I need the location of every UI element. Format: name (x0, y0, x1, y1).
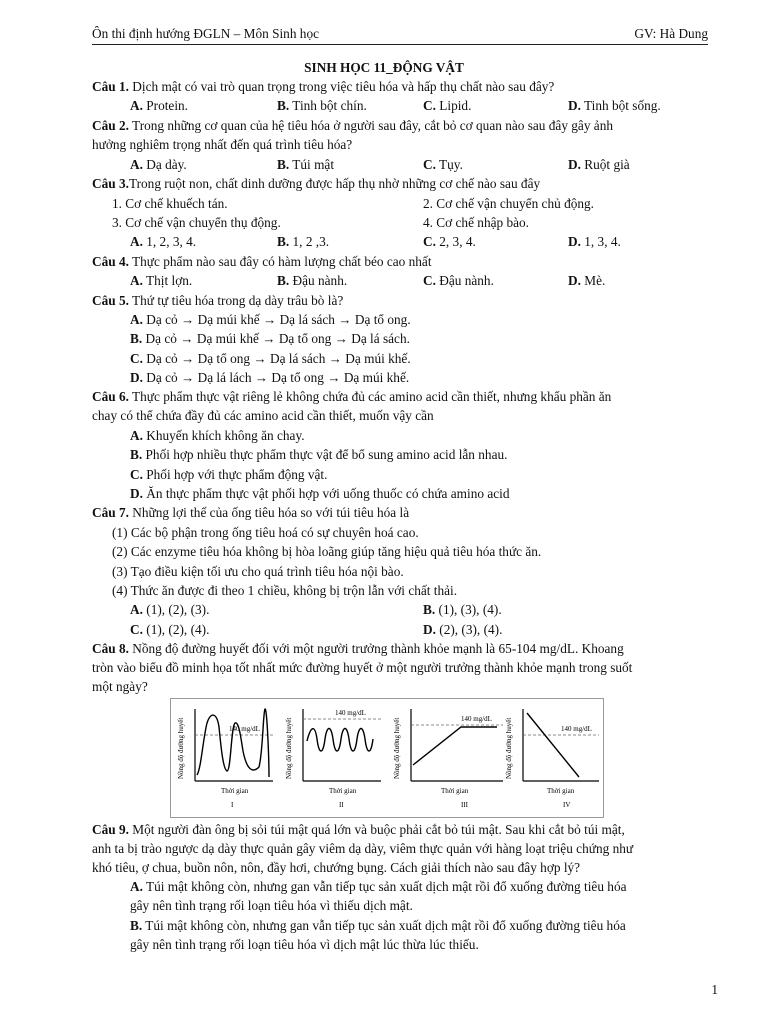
q7-statement-3: (3) Tạo điều kiện tối ưu cho quá trình tiêu hóa nội bào. (112, 564, 404, 579)
q3-statement-3: 3. Cơ chế vận chuyển thụ động. (112, 215, 281, 230)
q2-option-a: A. Dạ dày. (130, 157, 187, 172)
panel-I-label: I (231, 801, 234, 809)
q6-option-a: A. Khuyến khích không ăn chay. (130, 428, 305, 443)
q1-option-c: C. Lipid. (423, 98, 472, 113)
q7-option-d: D. (2), (3), (4). (423, 622, 503, 637)
panel-II-ref-label: 140 mg/dL (335, 709, 366, 717)
panel-I (177, 709, 273, 809)
question-8-cont-2: một ngày? (92, 679, 148, 694)
q6-option-d: D. Ăn thực phẩm thực vật phối hợp với uống thuốc có chứa amino acid (130, 486, 510, 501)
q9-option-a-cont: gây nên tình trạng rối loạn tiêu hóa vì thiếu dịch mật. (130, 898, 413, 913)
panel-I-xlabel: Thời gian (221, 787, 249, 795)
q3-statement-1: 1. Cơ chế khuếch tán. (112, 196, 228, 211)
q2-option-c: C. Tụy. (423, 157, 463, 172)
panel-IV-curve (527, 713, 579, 777)
header-right: GV: Hà Dung (634, 26, 708, 41)
question-3: Câu 3.Trong ruột non, chất dinh dưỡng được hấp thụ nhờ những cơ chế nào sau đây (92, 176, 541, 191)
question-2: Câu 2. Trong những cơ quan của hệ tiêu hóa ở người sau đây, cắt bỏ cơ quan nào sau đây gây ảnh (92, 118, 614, 133)
panel-III-curve (413, 727, 497, 765)
blood-glucose-figure (170, 698, 604, 818)
q9-option-a: A. Túi mật không còn, nhưng gan vẫn tiếp tục sản xuất dịch mật rồi đổ xuống đường tiêu hóa (130, 879, 627, 894)
page-header (92, 24, 708, 45)
q3-statement-2: 2. Cơ chế vận chuyển chủ động. (423, 196, 594, 211)
question-2-cont: hưởng nghiêm trọng nhất đến quá trình tiêu hóa? (92, 137, 353, 152)
header-left: Ôn thi định hướng ĐGLN – Môn Sinh học (92, 26, 319, 41)
panel-III-ylabel: Nồng độ đường huyết (393, 717, 401, 779)
panel-IV-label: IV (563, 801, 571, 809)
panel-I-ylabel: Nồng độ đường huyết (177, 717, 185, 779)
question-6-cont: chay có thể chứa đầy đủ các amino acid cần thiết, muốn vậy cần (92, 408, 434, 423)
q9-option-b: B. Túi mật không còn, nhưng gan vẫn tiếp tục sản xuất dịch mật rồi đổ xuống đường tiêu hóa (130, 918, 626, 933)
question-8-cont: tròn vào biểu đồ minh họa tốt nhất mức đường huyết ở một người trưởng thành khỏe mạnh trong suốt (92, 660, 633, 675)
q1-option-d: D. Tinh bột sống. (568, 98, 661, 113)
q2-option-d: D. Ruột già (568, 157, 630, 172)
q7-option-c: C. (1), (2), (4). (130, 622, 210, 637)
panel-II-ylabel: Nồng độ đường huyết (285, 717, 293, 779)
question-9-cont-2: khó tiêu, ợ chua, buồn nôn, nôn, đầy hơi, chướng bụng. Cách giải thích nào sau đây hợp lý? (92, 860, 581, 875)
q3-statement-4: 4. Cơ chế nhập bào. (423, 215, 529, 230)
q7-option-b: B. (1), (3), (4). (423, 602, 502, 617)
panel-II-label: II (339, 801, 344, 809)
panel-II-xlabel: Thời gian (329, 787, 357, 795)
panel-IV-ylabel: Nồng độ đường huyết (505, 717, 513, 779)
q5-option-d: D. Dạ cỏ → Dạ lá lách → Dạ tổ ong → Dạ múi khế. (130, 370, 410, 385)
question-5: Câu 5. Thứ tự tiêu hóa trong dạ dày trâu bò là? (92, 293, 344, 308)
page-number: 1 (711, 982, 718, 997)
q5-option-b: B. Dạ cỏ → Dạ múi khế → Dạ tổ ong → Dạ lá sách. (130, 331, 410, 346)
q7-statement-4: (4) Thức ăn được đi theo 1 chiều, không bị trộn lẫn với chất thải. (112, 583, 458, 598)
panel-I-ref-label: 140 mg/dL (229, 725, 260, 733)
q1-option-b: B. Tinh bột chín. (277, 98, 367, 113)
panel-IV (505, 709, 599, 809)
q4-option-b: B. Đậu nành. (277, 273, 348, 288)
glucose-graphs-svg (171, 699, 603, 817)
panel-IV-xlabel: Thời gian (547, 787, 575, 795)
q5-option-c: C. Dạ cỏ → Dạ tổ ong → Dạ lá sách → Dạ múi khế. (130, 351, 411, 366)
panel-III-ref-label: 140 mg/dL (461, 715, 492, 723)
panel-III-xlabel: Thời gian (441, 787, 469, 795)
q4-option-c: C. Đậu nành. (423, 273, 494, 288)
q7-statement-1: (1) Các bộ phận trong ống tiêu hoá có sự chuyên hoá cao. (112, 525, 419, 540)
question-4: Câu 4. Thực phẩm nào sau đây có hàm lượng chất béo cao nhất (92, 254, 432, 269)
document-title: SINH HỌC 11_ĐỘNG VẬT (304, 60, 464, 75)
q3-option-c: C. 2, 3, 4. (423, 234, 476, 249)
panel-I-curve (197, 709, 269, 777)
q6-option-b: B. Phối hợp nhiều thực phẩm thực vật để bổ sung amino acid lẫn nhau. (130, 447, 508, 462)
panel-III (393, 709, 503, 809)
q1-option-a: A. Protein. (130, 98, 188, 113)
q3-option-b: B. 1, 2 ,3. (277, 234, 330, 249)
q6-option-c: C. Phối hợp với thực phẩm động vật. (130, 467, 328, 482)
panel-III-label: III (461, 801, 468, 809)
question-9-cont: anh ta bị trào ngược dạ dày thực quản gây viêm dạ dày, viêm thực quản với hàng loạt triệu chứng như (92, 841, 634, 856)
q5-option-a: A. Dạ cỏ → Dạ múi khế → Dạ lá sách → Dạ tổ ong. (130, 312, 411, 327)
q7-statement-2: (2) Các enzyme tiêu hóa không bị hòa loãng giúp tăng hiệu quả tiêu hóa thức ăn. (112, 544, 542, 559)
q9-option-b-cont: gây nên tình trạng rối loạn tiêu hóa vì dịch mật lúc thừa lúc thiếu. (130, 937, 479, 952)
q7-option-a: A. (1), (2), (3). (130, 602, 210, 617)
question-7: Câu 7. Những lợi thế của ống tiêu hóa so với túi tiêu hóa là (92, 505, 410, 520)
q3-option-a: A. 1, 2, 3, 4. (130, 234, 197, 249)
q4-option-d: D. Mè. (568, 273, 606, 288)
panel-II-curve (307, 729, 373, 752)
q3-option-d: D. 1, 3, 4. (568, 234, 621, 249)
panel-II (285, 709, 381, 809)
q4-option-a: A. Thịt lợn. (130, 273, 193, 288)
question-8: Câu 8. Nồng độ đường huyết đối với một người trưởng thành khỏe mạnh là 65-104 mg/dL. Khoang (92, 641, 624, 656)
panel-IV-ref-label: 140 mg/dL (561, 725, 592, 733)
question-1: Câu 1. Dịch mật có vai trò quan trọng trong việc tiêu hóa và hấp thụ chất nào sau đây? (92, 79, 555, 94)
question-9: Câu 9. Một người đàn ông bị sỏi túi mật quá lớn và buộc phải cắt bỏ túi mật. Sau khi cắt bỏ túi mật, (92, 822, 625, 837)
q2-option-b: B. Túi mật (277, 157, 335, 172)
question-6: Câu 6. Thực phẩm thực vật riêng lẻ không chứa đủ các amino acid cần thiết, nhưng khẩu phần ăn (92, 389, 612, 404)
